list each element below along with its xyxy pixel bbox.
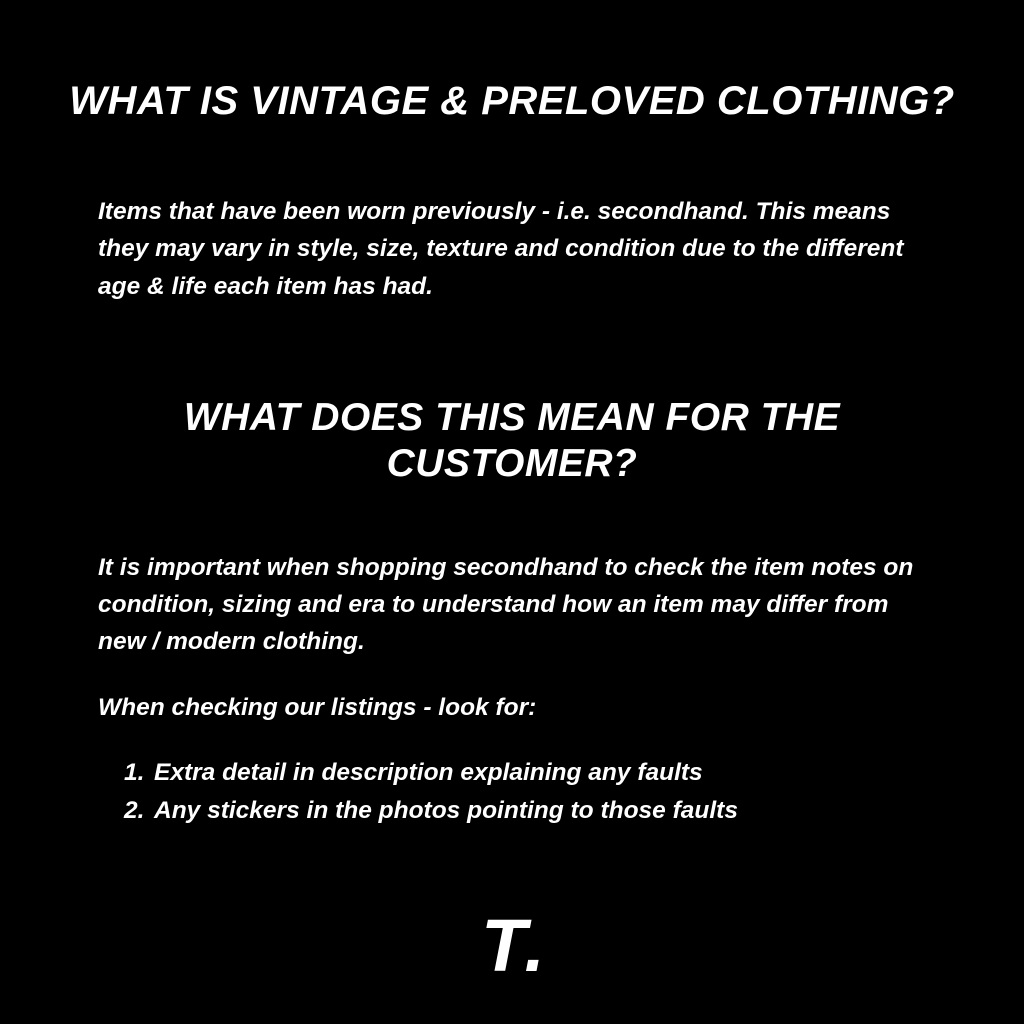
spacer-middle bbox=[0, 487, 1024, 549]
advice-block bbox=[0, 549, 1024, 726]
faults-list bbox=[0, 754, 1024, 830]
section-title-line-2: CUSTOMER? bbox=[386, 441, 638, 485]
list-item: Extra detail in description explaining any faults bbox=[154, 758, 703, 786]
prompt-paragraph: When checking our listings - look for: bbox=[98, 693, 537, 721]
page-title: WHAT IS VINTAGE & PRELOVED CLOTHING? bbox=[69, 79, 955, 123]
spacer-top bbox=[0, 305, 1024, 395]
brand-logo bbox=[0, 904, 1024, 988]
logo-mark bbox=[481, 904, 543, 988]
logo-dot: . bbox=[524, 904, 543, 988]
definition-block bbox=[0, 125, 1024, 305]
logo-letter: T bbox=[481, 904, 525, 988]
spacer-list bbox=[0, 726, 1024, 754]
section-title-line-1: WHAT DOES THIS MEAN FOR THE bbox=[183, 395, 841, 439]
definition-paragraph: Items that have been worn previously - i.e. secondhand. This means they may vary in style, size, texture and condition due to the different age & life each item has had. bbox=[98, 198, 904, 300]
advice-paragraph: It is important when shopping secondhand to check the item notes on condition, sizing and era to understand how an item may differ from new / modern clothing. bbox=[98, 553, 914, 656]
list-item: Any stickers in the photos pointing to those faults bbox=[154, 796, 738, 824]
spacer-prompt bbox=[98, 661, 928, 689]
